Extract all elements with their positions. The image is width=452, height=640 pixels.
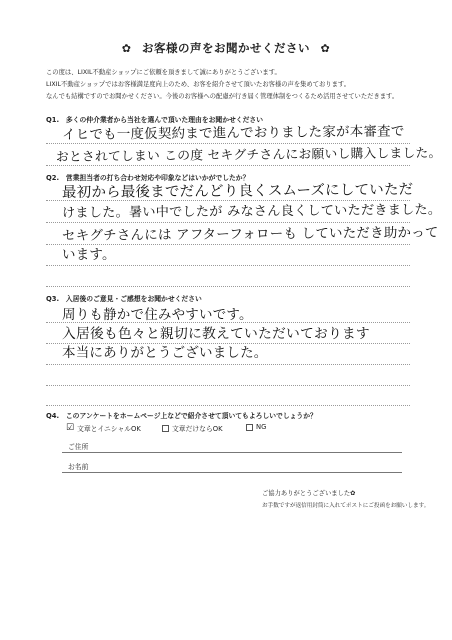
- answer-line: [46, 385, 410, 386]
- answer-2-line-4: います。: [62, 247, 116, 263]
- answer-line: [46, 364, 410, 365]
- intro-line-1: この度は、LIXIL不動産ショップにご依頼を頂きまして誠にありがとうございます。: [46, 69, 281, 76]
- name-field[interactable]: [62, 472, 402, 473]
- answer-line: [46, 286, 410, 287]
- answer-3-line-3: 本当にありがとうございました。: [62, 345, 268, 361]
- intro-line-2: LIXIL不動産ショップではお客様満足度向上のため、お客を紹介させて頂いたお客様の声を集めております。: [46, 81, 351, 88]
- answer-1-line-2: おとされてしまい この度 セキグチさんにお願いし購入しました。: [55, 145, 442, 165]
- check-icon: ☑: [66, 422, 75, 433]
- answer-2-line-2: けました。暑い中でしたが みなさん良くしていただきました。: [61, 202, 442, 221]
- title-text: お客様の声をお聞かせください: [142, 41, 310, 55]
- question-4-label: Q4. このアンケートをホームページ上などで紹介させて頂いてもよろしいでしょうか？: [46, 412, 317, 420]
- answer-line: [46, 265, 410, 266]
- answer-line: [46, 165, 410, 166]
- flower-icon: ✿: [121, 42, 132, 55]
- address-label: ご住所: [68, 443, 89, 451]
- checkbox-icon: [162, 425, 169, 432]
- flower-icon: ✿: [320, 42, 331, 55]
- option-text-only[interactable]: 文章だけならOK: [162, 423, 223, 433]
- answer-line: [46, 405, 410, 406]
- option-text-and-initial[interactable]: ☑ 文章とイニシャルOK: [66, 422, 141, 433]
- option-ng[interactable]: NG: [246, 423, 266, 431]
- question-2-label: Q2. 営業担当者の打ち合わせ対応や印象などはいかがでしたか？: [46, 174, 250, 182]
- address-field[interactable]: [62, 452, 402, 453]
- checkbox-icon: [246, 424, 253, 431]
- name-label: お名前: [68, 463, 89, 471]
- question-3-label: Q3. 入居後のご意見・ご感想をお聞かせください: [46, 295, 202, 303]
- answer-2-line-3: セキグチさんには アフターフォローも していただき助かって: [61, 224, 439, 244]
- question-1-label: Q1. 多くの仲介業者から当社を選んで頂いた理由をお聞かせください: [46, 116, 263, 124]
- thanks-message: ご協力ありがとうございました✿: [262, 490, 356, 497]
- answer-3-line-2: 入居後も色々と親切に教えていただいております: [62, 326, 370, 342]
- answer-3-line-1: 周りも静かで住みやすいです。: [62, 307, 253, 323]
- mailing-note: お手数ですが返信用封筒に入れてポストにご投函をお願いします。: [262, 503, 430, 509]
- page-title: [0, 40, 452, 56]
- answer-2-line-1: 最初から最後までだんどり良くスムーズにしていただ: [61, 181, 414, 201]
- answer-1-line-1: イヒでも一度仮契約まで進んでおりました家が本審査で: [61, 123, 405, 143]
- intro-line-3: なんでも結構ですのでお聞かせください。今後のお客様への配慮が行き届く管理体制をつくるため活用させていただきます。: [46, 93, 399, 100]
- flower-icon: ✿: [350, 490, 356, 497]
